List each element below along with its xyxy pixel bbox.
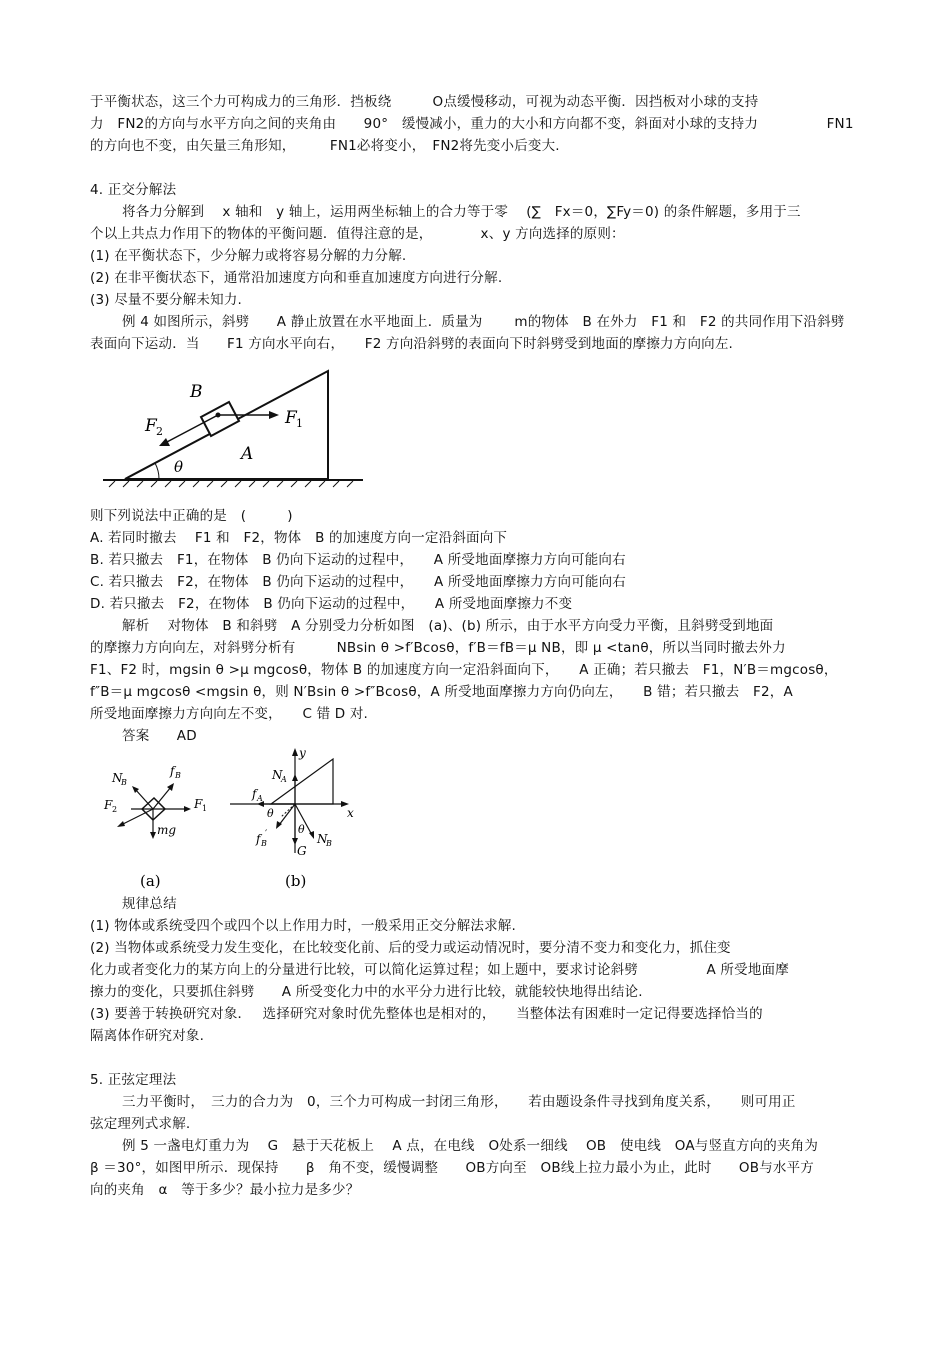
block-b [201,402,239,436]
theta-arc [155,463,159,479]
question-text: 则下列说法中正确的是 ( ) [90,508,293,524]
label-nb: N [112,771,123,785]
section-heading: 5. 正弦定理法 [90,1072,177,1088]
label-fb-prime-mark: ′ [265,829,268,840]
text-line: 三力平衡时， 三力的合力为 0，三个力可构成一封闭三角形， 若由题设条件寻找到角度关系， 则可用正 [122,1094,796,1110]
answer-text: 答案 AD [122,728,197,744]
text-line: 弦定理列式求解. [90,1116,191,1132]
label-theta-b1: θ [267,807,274,820]
label-fb-prime-sub: B [261,839,267,848]
label-nb-sub: B [121,778,127,787]
list-item: (3) 尽量不要分解未知力. [90,292,243,308]
incline-figure [95,365,375,495]
option-a: A. 若同时撤去 F1 和 F2，物体 B 的加速度方向一定沿斜面向下 [90,530,508,546]
text-line: 将各力分解到 x 轴和 y 轴上，运用两坐标轴上的合力等于零 (∑ Fx＝0，∑Fy＝0) 的条件解题，多用于三 [122,204,801,220]
label-na-sub: A [281,775,287,784]
f1-arrowhead [269,411,279,419]
summary-line: 擦力的变化，只要抓住斜劈 A 所受变化力中的水平分力进行比较，就能较快地得出结论. [90,984,643,1000]
fb-prime-arrow [279,804,295,825]
analysis-line: 所受地面摩擦力方向向左不变， C 错 D 对. [90,706,369,722]
caption-a: (a) [140,872,161,890]
label-theta: θ [174,458,184,476]
mg-arrowhead [150,832,156,839]
example-line: β ＝30°，如图甲所示．现保持 β 角不变，缓慢调整 OB方向至 OB线上拉力最小为止，此时 OB与水平方 [90,1160,815,1176]
option-c: C. 若只撤去 F2，在物体 B 仍向下运动的过程中， A 所受地面摩擦力方向可能向右 [90,574,626,590]
caption-b: (b) [285,872,307,890]
example-line: 例 4 如图所示，斜劈 A 静止放置在水平地面上．质量为 m的物体 B 在外力 F1 和 F2 的共同作用下沿斜劈 [122,314,845,330]
example-line: 向的夹角 α 等于多少？最小拉力是多少？ [90,1182,360,1198]
example-line: 表面向下运动．当 F1 方向水平向右， F2 方向沿斜劈的表面向下时斜劈受到地面的摩擦力方向向左. [90,336,734,352]
label-mg: mg [157,823,177,837]
label-f2-sub: 2 [156,425,163,438]
label-x: x [347,806,354,820]
option-b: B. 若只撤去 F1，在物体 B 仍向下运动的过程中， A 所受地面摩擦力方向可能向右 [90,552,626,568]
summary-line: 化力或者变化力的某方向上的分量进行比较，可以简化运算过程；如上题中，要求讨论斜劈 A 所受地面摩 [90,962,789,978]
option-d: D. 若只撤去 F2，在物体 B 仍向下运动的过程中， A 所受地面摩擦力不变 [90,596,573,612]
label-theta-b2: θ [298,823,305,836]
analysis-line: f″B＝μ mgcosθ <mgsin θ，则 N′Bsin θ >f″Bcosθ，A 所受地面摩擦力方向仍向左， B 错；若只撤去 F2，A [90,684,793,700]
label-na: N [272,768,283,782]
na-arrowhead [292,774,298,781]
y-axis-arrowhead [292,748,298,756]
summary-line: (1) 物体或系统受四个或四个以上作用力时，一般采用正交分解法求解. [90,918,517,934]
label-fa: f [252,787,257,801]
section-heading: 4. 正交分解法 [90,182,177,198]
label-f1-small: F [194,797,203,811]
label-b: B [190,382,203,402]
label-y: y [299,746,306,760]
text-line: 的方向也不变，由矢量三角形知， FN1必将变小， FN2将先变小后变大. [90,138,560,154]
analysis-line: 的摩擦力方向向左，对斜劈分析有 NBsin θ >f′Bcosθ，f′B＝fB＝μ NB，即 μ <tanθ，所以当同时撤去外力 [90,640,786,656]
f2-arrow-small [121,809,153,825]
label-f1-small-sub: 1 [202,804,208,813]
label-f1-sub: 1 [296,417,303,430]
label-fb-prime: f [256,832,261,846]
label-fa-sub: A [257,794,263,803]
nb-arrow [135,789,153,809]
label-nb-b: N [317,832,328,846]
analysis-line: 解析 对物体 B 和斜劈 A 分别受力分析如图 (a)、(b) 所示，由于水平方向受力平衡，且斜劈受到地面 [122,618,774,634]
label-f2-small-sub: 2 [112,805,118,814]
list-item: (1) 在平衡状态下，少分解力或将容易分解的力分解. [90,248,407,264]
f1-arrowhead-small [184,806,191,812]
force-diagram-figure [95,745,375,893]
example-line: 例 5 一盏电灯重力为 G 悬于天花板上 A 点，在电线 O处系一细线 OB 使电线 OA与竖直方向的夹角为 [122,1138,819,1154]
summary-line: (2) 当物体或系统受力发生变化，在比较变化前、后的受力或运动情况时，要分清不变力和变化力，抓住变 [90,940,731,956]
summary-title: 规律总结 [122,896,177,912]
label-f1: F [285,408,297,428]
label-f2: F [145,416,157,436]
label-g: G [297,844,307,858]
nb-b-arrowhead [309,831,314,839]
label-a: A [241,444,254,464]
text-line: 个以上共点力作用下的物体的平衡问题．值得注意的是， x、y 方向选择的原则： [90,226,625,242]
text-line: 力 FN2的方向与水平方向之间的夹角由 90° 缓慢减小，重力的大小和方向都不变，斜面对小球的支持力 FN1 [90,116,854,132]
summary-line: 隔离体作研究对象. [90,1028,205,1044]
analysis-line: F1、F2 时，mgsin θ >μ mgcosθ，物体 B 的加速度方向一定沿斜面向下， A 正确；若只撤去 F1，N′B＝mgcosθ， [90,662,838,678]
label-fb: f [170,764,175,778]
summary-line: (3) 要善于转换研究对象． 选择研究对象时优先整体也是相对的， 当整体法有困难时一定记得要选择恰当的 [90,1006,763,1022]
f2-arrowhead-small [117,821,125,827]
label-f2-small: F [104,798,113,812]
ground-hatching [109,481,353,487]
label-nb-b-sub: B [326,839,332,848]
label-fb-sub: B [175,771,181,780]
list-item: (2) 在非平衡状态下，通常沿加速度方向和垂直加速度方向进行分解. [90,270,503,286]
text-line: 于平衡状态，这三个力可构成力的三角形．挡板绕 O点缓慢移动，可视为动态平衡．因挡板对小球的支持 [90,94,759,110]
